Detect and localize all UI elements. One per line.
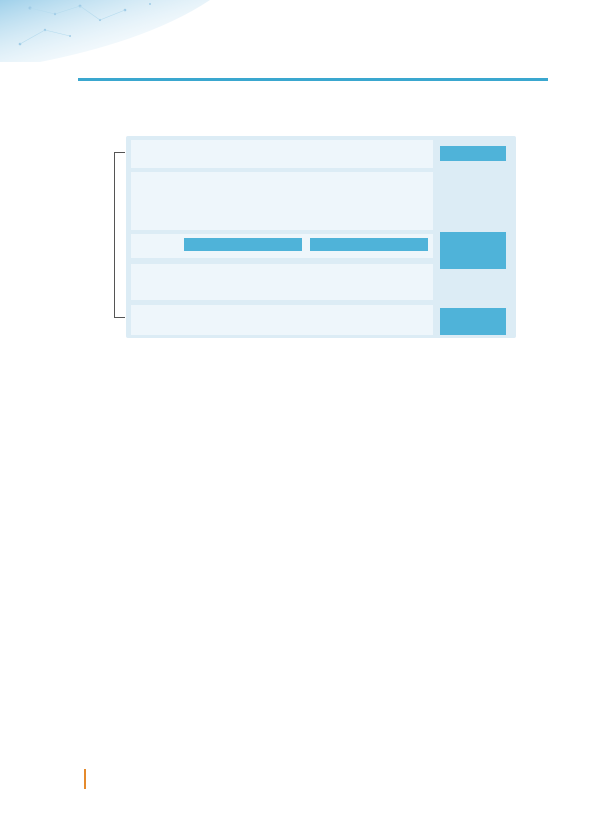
app-ecosystem-box: [440, 146, 506, 161]
api-layer: [131, 172, 433, 230]
iot-layer: [131, 264, 433, 300]
tacos-box: [440, 232, 506, 269]
header-decoration: [0, 0, 600, 62]
hardware-layer: [131, 305, 433, 335]
resource-scheduling-bar: [184, 238, 302, 251]
app-icon-row: [131, 140, 433, 168]
layer-bracket: [114, 152, 125, 318]
resource-management-bar: [310, 238, 428, 251]
footer-accent: [84, 769, 86, 789]
city-hardware-box: [440, 308, 506, 335]
